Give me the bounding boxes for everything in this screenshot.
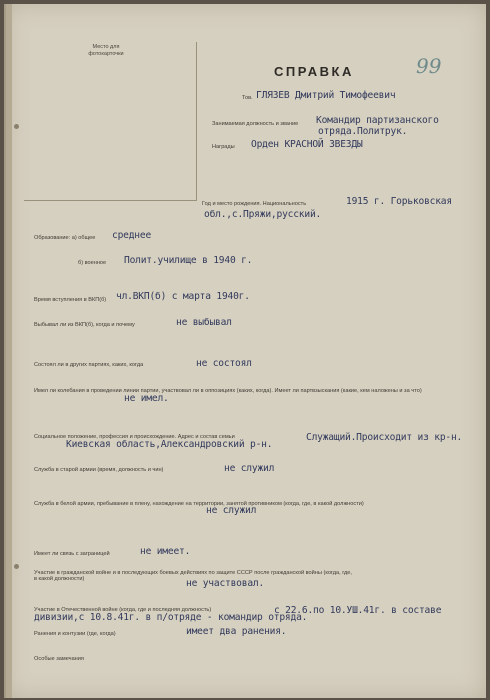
birth-value-line1: 1915 г. Горьковская (346, 196, 452, 207)
party-join-label: Время вступления в ВКП(б) (34, 297, 107, 303)
wounds-value: имеет два ранения. (186, 626, 287, 637)
awards-value: Орден КРАСНОЙ ЗВЕЗДЫ (251, 139, 363, 150)
other-parties-value: не состоял (196, 358, 252, 369)
notes-label: Особые замечания (34, 656, 84, 662)
document-sheet (4, 4, 486, 698)
other-parties-label: Состоял ли в других партиях, каких, когда (34, 362, 144, 368)
ww2-value-line1: с 22.6.по 10.УШ.41г. в составе (274, 605, 442, 616)
page-number-handwritten: 99 (416, 54, 442, 78)
ww2-label: Участие в Отечественной войне (когда, где и последняя должность) (34, 607, 212, 613)
position-value-line2: отряда.Политрук. (318, 126, 408, 137)
photo-placeholder-label: Место для фотокарточки (88, 44, 124, 58)
hesitations-label: Имел ли колебания в проведении линии партии, участвовал ли в оппозициях (каких, когда). Имеет ли партвзыскания (какие, кем наложены и за что) (34, 388, 422, 394)
party-expelled-label: Выбывал ли из ВКП(б), когда и почему (34, 322, 135, 328)
name-value: ГЛЯЗЕВ Дмитрий Тимофеевич (256, 90, 396, 101)
document-title: СПРАВКА (274, 64, 354, 79)
party-expelled-value: не выбывал (176, 317, 232, 328)
social-value-line2: Киевская область,Александровский р-н. (66, 439, 273, 450)
education-military-label: б) военное (78, 260, 107, 266)
binding-hole (14, 124, 19, 129)
social-value-line1: Служащий.Происходит из кр-н. (306, 432, 463, 443)
ww2-value-line2: дивизии,с 10.8.41г. в п/отряде - командир отряда. (34, 612, 308, 623)
white-army-value: не служил (206, 505, 257, 516)
education-military-value: Полит.училище в 1940 г. (124, 255, 253, 266)
old-army-label: Служба в старой армии (время, должность и чин) (34, 467, 164, 473)
birth-value-line2: обл.,с.Пряжи,русский. (204, 209, 322, 220)
party-join-value: чл.ВКП(б) с марта 1940г. (116, 291, 250, 302)
old-army-value: не служил (224, 463, 275, 474)
awards-label: Награды (212, 144, 235, 150)
wounds-label: Ранения и контузии (где, когда) (34, 631, 116, 637)
white-army-label: Служба в белой армии, пребывание в плену, нахождение на территории, занятой противником (когда, где, в какой должности) (34, 501, 364, 507)
education-general-label: Образование: а) общее (34, 235, 96, 241)
hesitations-value: не имел. (124, 393, 169, 404)
social-label: Социальное положение, профессия и происхождение. Адрес и состав семьи (34, 434, 235, 440)
binding-strip (6, 4, 12, 698)
civil-war-label: Участие в гражданской войне и в последующих боевых действиях по защите СССР после гражданской войны (когда, где, в какой должности) (34, 570, 352, 583)
binding-hole (14, 564, 19, 569)
civil-war-value: не участвовал. (186, 578, 265, 589)
name-label: Тов. (242, 95, 253, 101)
position-label: Занимаемая должность и звание (212, 121, 299, 127)
position-value-line1: Командир партизанского (316, 115, 439, 126)
education-general-value: среднее (112, 230, 152, 241)
abroad-label: Имеет ли связь с заграницей (34, 551, 110, 557)
photo-placeholder-box (24, 42, 197, 201)
abroad-value: не имеет. (140, 546, 191, 557)
birth-label: Год и место рождения. Национальность (202, 201, 307, 207)
